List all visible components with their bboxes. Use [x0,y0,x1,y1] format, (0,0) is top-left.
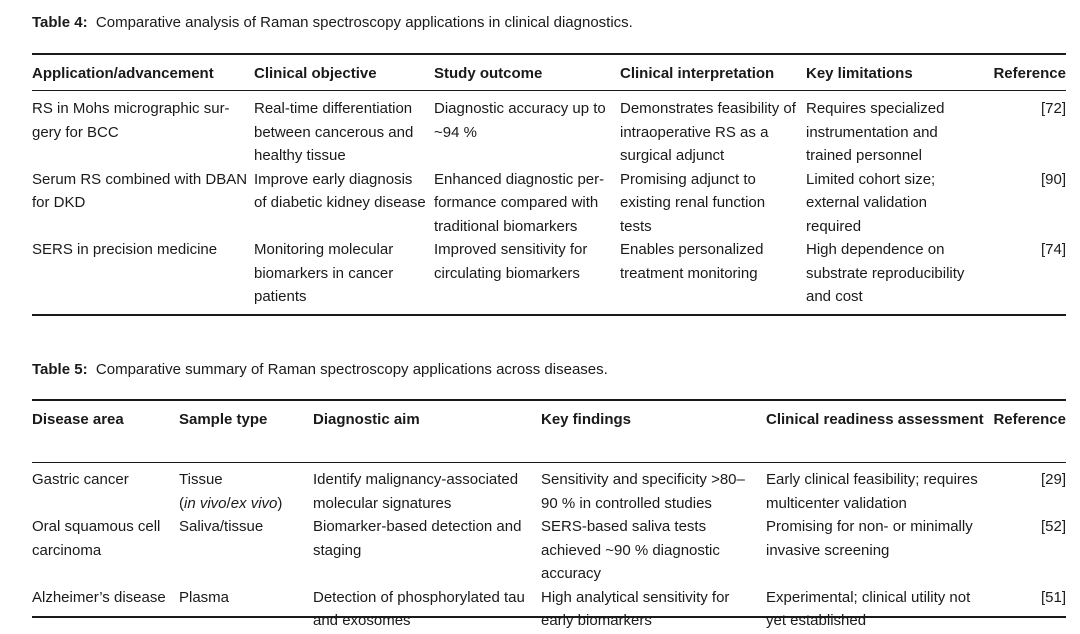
table4-cell-limitations: Requires specialized instrumentation and trained personnel [806,100,945,164]
table5-cell-findings: Sensitivity and specificity >80–90 % in controlled studies [541,471,745,512]
table5-body [32,468,1066,633]
table5-cell-findings: High analytical sensitivity for early biomarkers [541,588,730,629]
table4-cell-reference: [90] [1040,170,1066,188]
table5-header-findings: Key findings [541,411,632,428]
table-row [32,168,1066,239]
table4-cell-outcome: Diagnostic accuracy up to ~94 % [434,100,606,141]
table5-caption-text: Comparative summary of Raman spectroscopy applications across diseases. [95,361,608,378]
table5-cell-aim: Biomarker-based detection and staging [313,518,522,559]
table5-cell-reference: [29] [1040,471,1066,488]
table4-top-rule [32,53,1066,55]
table5-caption [32,360,608,380]
table5-header-disease: Disease area [32,411,124,428]
table-row [32,515,1066,586]
table4-cell-outcome: Enhanced diagnostic per-formance compared with traditional biomarkers [434,170,605,235]
table5-cell-aim: Identify malignancy-associated molecular signatures [313,471,519,512]
table5-header-aim: Diagnostic aim [313,411,420,428]
table5-header-sample: Sample type [179,411,268,428]
sample-italic-in-vivo: in vivo [184,494,227,512]
table4-cell-interpretation: Promising adjunct to existing renal function tests [620,170,766,235]
table5-cell-findings: SERS-based saliva tests achieved ~90 % diagnostic accuracy [541,518,720,582]
table4-cell-objective: Real-time differentiation between cancerous and healthy tissue [254,100,414,164]
table4-cell-application: RS in Mohs micrographic sur-gery for BCC [32,100,230,141]
table4-body [32,97,1066,309]
table5-cell-reference: [51] [1040,588,1066,606]
table5-top-rule [32,399,1066,401]
table4-cell-outcome: Improved sensitivity for circulating biomarkers [434,241,588,282]
table4-caption [32,13,633,33]
table5-header-rule [32,462,1066,463]
table4-header-row [32,62,1066,86]
table4-cell-interpretation: Enables personalized treatment monitoring [620,241,764,282]
table4-header-objective: Clinical objective [254,65,377,82]
table5-cell-sample [179,468,313,515]
table5-cell-readiness: Experimental; clinical utility not yet established [766,588,971,629]
table5-cell-sample: Saliva/tissue [179,518,264,535]
table5-cell-readiness: Promising for non- or minimally invasive screening [766,518,973,559]
table5-cell-reference: [52] [1040,518,1066,535]
table4-cell-objective: Monitoring molecular biomarkers in cancer patients [254,241,394,305]
table4-bottom-rule [32,314,1066,316]
sample-type-text: Tissue [179,471,223,488]
table4-caption-text: Comparative analysis of Raman spectroscopy applications in clinical diagnostics. [95,14,633,31]
table4-cell-application: Serum RS combined with DBAN for DKD [32,170,248,211]
table4-cell-limitations: High dependence on substrate reproducibility and cost [806,241,965,305]
table-row [32,586,1066,633]
sample-italic-ex-vivo: ex vivo [230,494,278,512]
table5-header-row [32,408,1066,432]
table-row [32,468,1066,515]
table4-cell-limitations: Limited cohort size; external validation required [806,170,936,235]
table5-cell-sample: Plasma [179,588,230,606]
table5-cell-disease: Gastric cancer [32,471,129,488]
table5-cell-disease: Oral squamous cell carcinoma [32,518,161,559]
table4-caption-label: Table 4: [32,14,88,31]
table4-cell-application: SERS in precision medicine [32,241,218,258]
table4-cell-reference: [72] [1040,100,1066,117]
paren-close: ) [277,494,283,512]
table5-header [32,408,1066,432]
table4-cell-interpretation: Demonstrates feasibility of intraoperative RS as a surgical adjunct [620,100,796,164]
table4-header-outcome: Study outcome [434,65,543,82]
table4-header-interpretation: Clinical interpretation [620,65,775,82]
table5-cell-disease: Alzheimer’s disease [32,588,166,606]
table5-caption-label: Table 5: [32,361,88,378]
table5-header-reference: Reference [993,411,1066,428]
paren-open: ( [179,494,184,512]
table-row [32,238,1066,309]
table4-cell-objective: Improve early diagnosis of diabetic kidney disease [254,170,426,211]
table4-header-rule [32,90,1066,91]
table4-header [32,62,1066,86]
table4-header-reference: Reference [993,65,1066,82]
table5-cell-readiness: Early clinical feasibility; requires multicenter validation [766,471,978,512]
table5-header-readiness: Clinical readiness assessment [766,411,984,428]
table-row [32,97,1066,168]
table4-header-application: Application/advancement [32,65,214,82]
table5-cell-aim: Detection of phosphorylated tau and exosomes [313,588,525,629]
table4-cell-reference: [74] [1040,241,1066,258]
table4-header-limitations: Key limitations [806,65,913,82]
slash: / [226,494,231,512]
